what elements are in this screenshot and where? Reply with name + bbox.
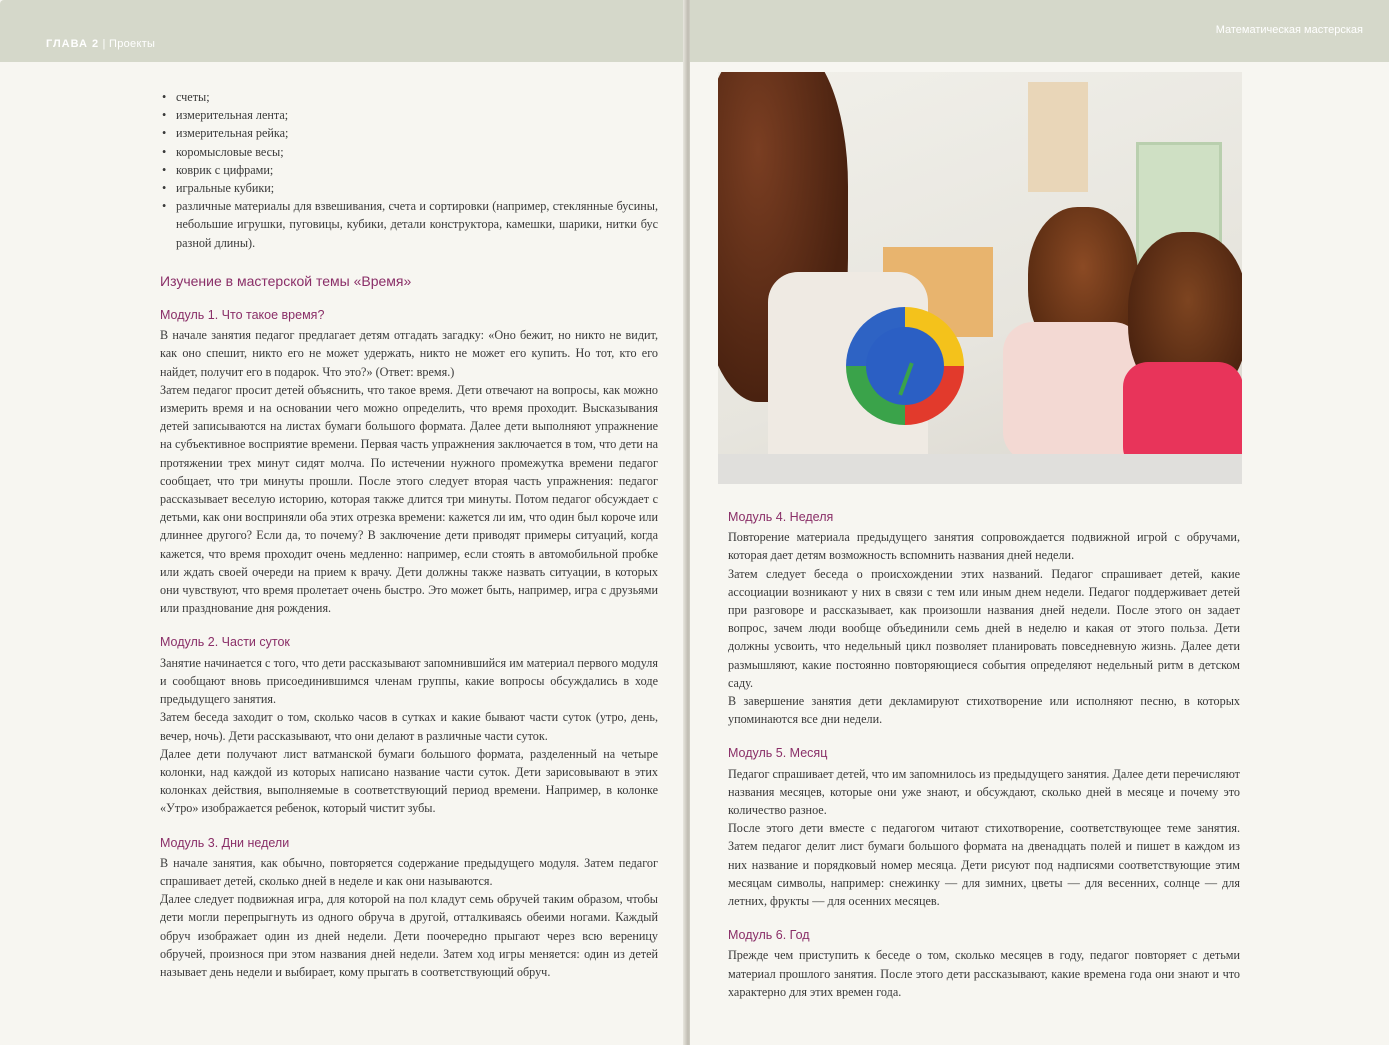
paragraph: Прежде чем приступить к беседе о том, сколько месяцев в году, педагог повторяет с детьми материал прошлого занятия. После этого дети рассказывают, какие времена года они знают и что характерно для этих времен года. [728, 948, 1240, 999]
module-6-title: Модуль 6. Год [728, 928, 810, 943]
list-item: • коврик с цифрами; [160, 161, 658, 179]
running-head-left: ГЛАВА 2 | Проекты [46, 38, 156, 50]
paragraph: Затем педагог просит детей объяснить, что такое время. Дети отвечают на вопросы, как можно измерить время и на основании чего можно определить, что время проходит. Высказывания детей записываются на листах бумаги большого формата. Далее дети выполняют упражнение на субъективное восприятие времени. Первая часть упражнения заключается в том, что дети на протяжении трех минут сидят молча. По истечении нужного промежутка времени педагог сообщает, что три минуты прошли. После этого следует вторая часть упражнения: педагог рассказывает веселую историю, которая также длится три минуты. Потом педагог обсуждает с детьми, как они восприняли оба этих отрезка времени: кажется ли им, что один был короче или длиннее другого? Если да, то почему? В заключение дети приводят примеры ситуаций, когда кажется, что время проходит очень медленно: например, если стоять в автомобильной пробке или ждать своей очереди на прием к врачу. Дети должны также назвать ситуации, в которых они чувствуют, что время пролетает очень быстро. Это может быть, например, игра с друзьями или празднование дня рождения. [160, 382, 658, 616]
list-item: • различные материалы для взвешивания, счета и сортировки (например, стеклянные бусины, небольшие игрушки, пуговицы, кубики, детали конструктора, камешки, шарики, нитки бус разной длины). [160, 197, 658, 252]
module-1-title: Модуль 1. Что такое время? [160, 308, 325, 323]
right-page [690, 0, 1389, 1045]
right-text-column [728, 508, 1240, 1001]
module-4-title: Модуль 4. Неделя [728, 510, 834, 524]
paragraph: В завершение занятия дети декламируют стихотворение или исполняют песню, в которых упоминаются все дни недели. [728, 694, 1240, 727]
paragraph: После этого дети вместе с педагогом читают стихотворение, соответствующее теме занятия. Затем педагог делит лист бумаги большого формата на двенадцать полей и пишет в каждом из них название и порядковый номер месяца. Дети рисуют под надписями соответствующие этим месяцам символы, например: снежинку — для зимних, цветы — для весенних, солнце — для летних, фрукты — для осенних месяцев. [728, 821, 1240, 909]
list-item: • игральные кубики; [160, 179, 658, 197]
paragraph: Далее дети получают лист ватманской бумаги большого формата, разделенный на четыре колонки, над каждой из которых написано название части суток. Дети зарисовывают в этих колонках действия, выполняемые в соответствующий период времени. Например, в колонке «Утро» изображается ребенок, который чистит зубы. [160, 746, 658, 816]
paragraph: В начале занятия педагог предлагает детям отгадать загадку: «Оно бежит, но никто не видит, как оно спешит, никто его не может удержать, никто не может его купить. Но тот, кто его найдет, получит его в подарок. Что это?» (Ответ: время.) [160, 328, 658, 379]
list-item: • измерительная лента; [160, 106, 658, 124]
children-with-clock-photo [718, 72, 1242, 484]
module-3-title: Модуль 3. Дни недели [160, 835, 290, 850]
chapter-label: ГЛАВА 2 [46, 38, 100, 50]
paragraph: Занятие начинается с того, что дети рассказывают запомнившийся им материал первого модуля и сообщают вновь присоединившимся членам группы, какие вопросы обсуждались в ходе предыдущего занятия. [160, 655, 658, 707]
section-title: Изучение в мастерской темы «Время» [160, 272, 412, 289]
paragraph: Затем беседа заходит о том, сколько часов в сутках и какие бывают части суток (утро, день, вечер, ночь). Дети рассказывают, что они делают в различные части суток. [160, 710, 658, 743]
module-2-title: Модуль 2. Части суток [160, 635, 290, 650]
list-item: • счеты; [160, 88, 658, 106]
materials-list [160, 88, 662, 252]
paragraph: Далее следует подвижная игра, для которой на пол кладут семь обручей таким образом, чтобы дети могли перепрыгнуть из одного обруча в другой, отталкиваясь обеими ногами. Каждый обруч изображает один из дней недели. Дети поочередно прыгают через всю вереницу обручей, произнося при этом названия дней недели. Затем ход игры меняется: один из детей называет день недели и выбирает, кому прыгать в соответствующий обруч. [160, 892, 658, 979]
paragraph: Педагог спрашивает детей, что им запомнилось из предыдущего занятия. Далее дети перечисляют названия месяцев, которые они уже знают, и обсуждают, сколько дней в месяце и почему это количество разное. [728, 766, 1240, 818]
left-page [0, 0, 685, 1045]
list-item: • измерительная рейка; [160, 124, 658, 142]
paragraph: Повторение материала предыдущего занятия сопровождается подвижной игрой с обручами, которая дает детям возможность вспомнить названия дней недели. [728, 530, 1240, 563]
paragraph: В начале занятия, как обычно, повторяется содержание предыдущего модуля. Затем педагог спрашивает детей, сколько дней в неделе и как они называются. [160, 855, 658, 888]
module-5-title: Модуль 5. Месяц [728, 746, 828, 761]
running-title: Математическая мастерская [1215, 24, 1363, 36]
chapter-title: Проекты [109, 38, 156, 50]
left-text-column [160, 88, 662, 981]
header-band-left [0, 0, 685, 62]
list-item: • коромысловые весы; [160, 143, 658, 161]
paragraph: Затем следует беседа о происхождении этих названий. Педагог спрашивает детей, какие ассоциации возникают у них в связи с тем или иным днем недели. Педагог поддерживает детей при разговоре и рассказывает, как произошли названия дней недели. После этого он задает вопрос, зачем люди вообще объединили семь дней в неделю и какая от этого польза. Дети должны усвоить, что недельный цикл позволяет планировать повседневную жизнь. Далее дети размышляют, какие постоянно повторяющиеся события определяют недельный ритм в детском саду. [728, 566, 1240, 690]
